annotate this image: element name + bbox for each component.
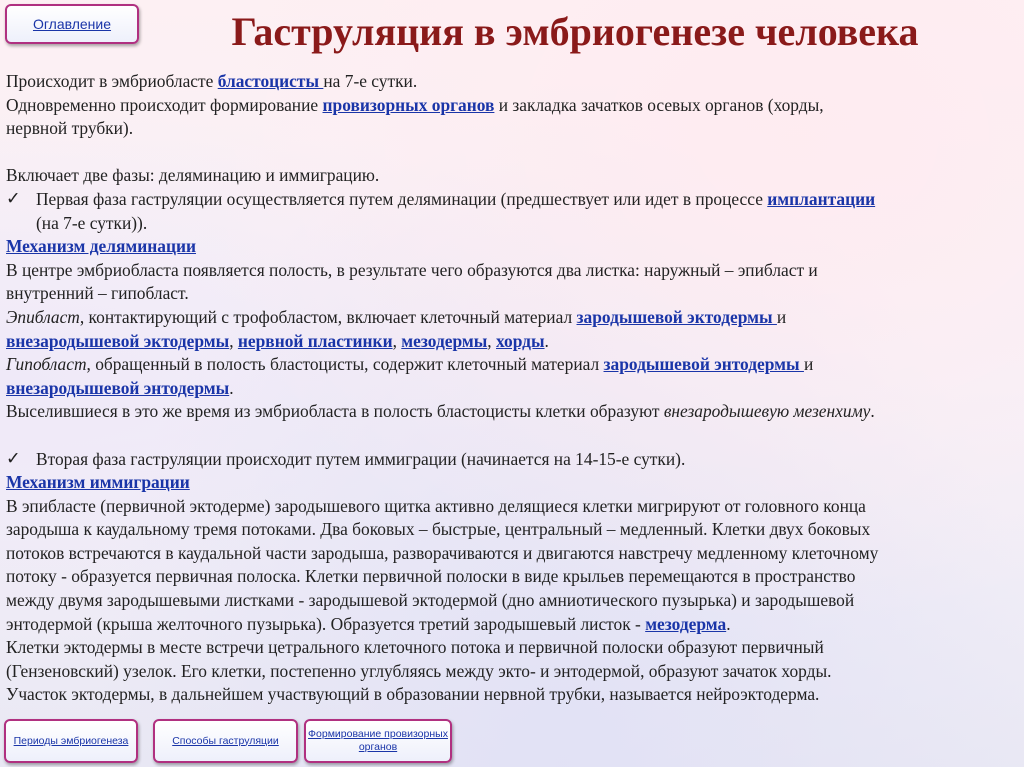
spacer — [6, 141, 1016, 165]
checklist-item: ✓ Вторая фаза гаструляции происходит путем иммиграции (начинается на 14-15-е сутки). — [6, 448, 1016, 472]
provisional-organs-button[interactable] — [304, 719, 452, 763]
table-of-contents-button[interactable] — [5, 4, 139, 44]
paragraph-line: Одновременно происходит формирование провизорных органов и закладка зачатков осевых органов (хорды, — [6, 94, 824, 115]
link-mesoderm[interactable]: мезодермы — [401, 330, 488, 351]
link-notochord[interactable]: хорды — [496, 330, 545, 351]
checkmark-icon: ✓ — [6, 188, 21, 209]
link-provisional-organs[interactable]: провизорных органов — [322, 94, 495, 115]
table-of-contents-label: Оглавление — [32, 16, 112, 32]
page-title: Гаструляция в эмбриогенезе человека — [231, 9, 919, 54]
spacer — [6, 424, 1016, 448]
checklist-item: ✓ Первая фаза гаструляции осуществляется путем деляминации (предшествует или идет в процессе имплантации (на 7-е сутки)). — [6, 188, 1016, 235]
gastrulation-methods-button[interactable] — [153, 719, 298, 763]
paragraph-line: Включает две фазы: деляминацию и иммиграцию. — [6, 165, 380, 186]
paragraph-line: потоку - образуется первичная полоска. Клетки первичной полоски в виде крыльев перемещаются в пространство — [6, 566, 856, 587]
embryogenesis-periods-button[interactable] — [4, 719, 138, 763]
paragraph-line: В эпибласте (первичной эктодерме) зародышевого щитка активно делящиеся клетки мигрируют от головного конца — [6, 495, 866, 516]
link-embryonic-ectoderm[interactable]: зародышевой эктодермы — [576, 306, 777, 327]
paragraph-line: Выселившиеся в это же время из эмбриобласта в полость бластоцисты клетки образуют внезародышевую мезенхиму. — [6, 401, 875, 422]
link-embryonic-endoderm[interactable]: зародышевой энтодермы — [603, 354, 804, 375]
paragraph-line: Клетки эктодермы в месте встречи цетрального клеточного потока и первичной полоски образуют первичный — [6, 637, 824, 658]
paragraph-line: внезародышевой эктодермы, нервной пластинки, мезодермы, хорды. — [6, 330, 549, 351]
paragraph-line: внутренний – гипобласт. — [6, 283, 189, 304]
main-text — [6, 70, 1016, 707]
paragraph-line: (Гензеновский) узелок. Его клетки, постепенно углубляясь между экто- и энтодермой, образуют зачаток хорды. — [6, 660, 832, 681]
embryogenesis-periods-label: Периоды эмбриогенеза — [13, 734, 129, 747]
link-extraembryonic-endoderm[interactable]: внезародышевой энтодермы — [6, 377, 230, 398]
paragraph-line: Гипобласт, обращенный в полость бластоцисты, содержит клеточный материал зародышевой энтодермы и — [6, 354, 814, 375]
paragraph-line: внезародышевой энтодермы. — [6, 377, 234, 398]
paragraph-line: Эпибласт, контактирующий с трофобластом, включает клеточный материал зародышевой эктодермы и — [6, 306, 787, 327]
paragraph-line: нервной трубки). — [6, 118, 134, 139]
link-neural-plate[interactable]: нервной пластинки — [237, 330, 393, 351]
link-implantation[interactable]: имплантации — [767, 188, 876, 209]
paragraph-line: потоков встречаются в каудальной части зародыша, разворачиваются и двигаются навстречу медленному клеточному — [6, 542, 879, 563]
paragraph-line: энтодермой (крыша желточного пузырька). Образуется третий зародышевый листок - мезодерма. — [6, 613, 731, 634]
paragraph-line: между двумя зародышевыми листками - зародышевой эктодермой (дно амниотического пузырька) и зародышевой — [6, 590, 855, 611]
link-blastocyst[interactable]: бластоцисты — [217, 71, 324, 91]
paragraph-line: зародыша к каудальному тремя потоками. Два боковых – быстрые, центральный – медленный. Клетки двух боковых — [6, 519, 871, 540]
link-delamination-mechanism[interactable]: Механизм деляминации — [6, 236, 197, 257]
paragraph-line: В центре эмбриобласта появляется полость, в результате чего образуются два листка: наружный – эпибласт и — [6, 259, 818, 280]
link-extraembryonic-ectoderm[interactable]: внезародышевой эктодермы — [6, 330, 230, 351]
link-mesoderm-2[interactable]: мезодерма — [645, 613, 727, 634]
paragraph-line: Происходит в эмбриобласте бластоцисты на 7-е сутки. — [6, 71, 418, 91]
checkmark-icon: ✓ — [6, 448, 21, 469]
gastrulation-methods-label: Способы гаструляции — [172, 734, 279, 747]
link-immigration-mechanism[interactable]: Механизм иммиграции — [6, 472, 190, 493]
paragraph-line: Участок эктодермы, в дальнейшем участвующий в образовании нервной трубки, называется нейроэктодерма. — [6, 684, 820, 705]
provisional-organs-label: Формирование провизорных органов — [308, 728, 448, 753]
